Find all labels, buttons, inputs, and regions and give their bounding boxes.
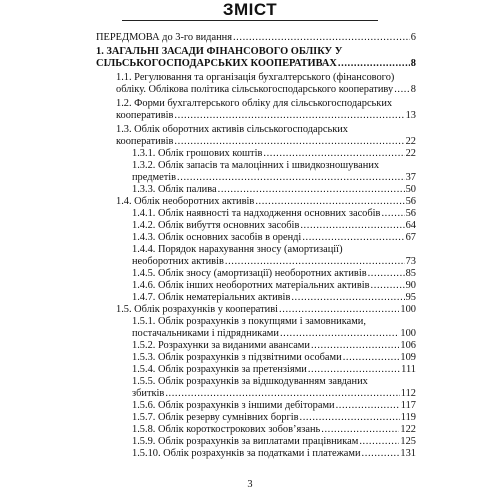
toc-entry-title: 1.4.7. Облік нематеріальних активів: [132, 292, 291, 303]
toc-entry-1-1-line1: 1.1. Регулювання та організація бухгалтерського (фінансового): [116, 72, 395, 83]
toc-entry-1-2: [116, 110, 416, 122]
leader-dots: [280, 328, 399, 340]
toc-entry-page: 100: [400, 304, 416, 315]
toc-entry-title: 1.4.1. Облік наявності та надходження основних засобів: [132, 208, 381, 219]
leader-dots: [381, 208, 404, 220]
toc-entry-title: 1.5.6. Облік розрахунків з іншими дебіторами: [132, 400, 335, 411]
toc-entry-1-5-6: [132, 400, 416, 412]
toc-entry-page: 90: [405, 280, 416, 291]
toc-entry-1-5-2: [132, 340, 416, 352]
toc-entry-title: обліку. Облікова політика сільськогосподарського кооперативу: [116, 84, 394, 95]
leader-dots: [177, 172, 405, 184]
toc-entry-1-5-1-line1: 1.5.1. Облік розрахунків з покупцями і замовниками,: [132, 316, 366, 327]
toc-entry-title: 1.3.1. Облік грошових коштів: [132, 148, 263, 159]
leader-dots: [321, 424, 399, 436]
toc-entry-title: 1.5.2. Розрахунки за виданими авансами: [132, 340, 310, 351]
toc-entry-page: 56: [405, 208, 416, 219]
toc-entry-title: 1.5.3. Облік розрахунків з підзвітними особами: [132, 352, 342, 363]
toc-entry-1-4-4-line1: 1.4.4. Порядок нарахування зносу (амортизації): [132, 244, 343, 255]
title-underline: [122, 20, 378, 21]
toc-entry-1-4-6: [132, 280, 416, 292]
toc-entry-1-5-9: [132, 436, 416, 448]
toc-entry-1-4-3: [132, 232, 416, 244]
toc-entry-1-5-10: [132, 448, 416, 460]
toc-entry-title: 1.5.4. Облік розрахунків за претензіями: [132, 364, 307, 375]
toc-entry-1-5-8: [132, 424, 416, 436]
toc-entry-page: 56: [405, 196, 416, 207]
toc-entry-1-5: [116, 304, 416, 316]
toc-entry-title: 1.3.3. Облік палива: [132, 184, 217, 195]
toc-entry-1-4-4: [132, 256, 416, 268]
leader-dots: [302, 232, 404, 244]
toc-entry-1-4-5: [132, 268, 416, 280]
leader-dots: [300, 412, 400, 424]
leader-dots: [308, 364, 400, 376]
toc-entry-page: 109: [400, 352, 416, 363]
leader-dots: [359, 436, 399, 448]
toc-entry-page: 67: [405, 232, 416, 243]
leader-dots: [336, 400, 400, 412]
toc-entry-page: 131: [400, 448, 416, 459]
toc-entry-title: 1.4.3. Облік основних засобів в оренді: [132, 232, 302, 243]
leader-dots: [394, 84, 410, 96]
toc-entry-page: 112: [400, 388, 416, 399]
leader-dots: [174, 136, 404, 148]
toc-entry-title: збитків: [132, 388, 165, 399]
toc-entry-1-2-line1: 1.2. Форми бухгалтерського обліку для сільськогосподарських: [116, 98, 393, 109]
leader-dots: [371, 280, 405, 292]
toc-entry-title: 1.4.6. Облік інших необоротних матеріальних активів: [132, 280, 370, 291]
toc-entry-title: ПЕРЕДМОВА до 3-го видання: [96, 32, 232, 43]
toc-entry-title: кооперативів: [116, 110, 174, 121]
leader-dots: [174, 110, 404, 122]
toc-entry-title: 1.5. Облік розрахунків у кооперативі: [116, 304, 279, 315]
leader-dots: [338, 58, 410, 70]
toc-entry-title: 1.4.2. Облік вибуття основних засобів: [132, 220, 300, 231]
toc-entry-page: 106: [400, 340, 416, 351]
leader-dots: [300, 220, 404, 232]
toc-entry-1-3-2: [132, 172, 416, 184]
toc-entry-1-5-5: [132, 388, 416, 400]
toc-entry-title: СІЛЬСЬКОГОСПОДАРСЬКИХ КООПЕРАТИВАХ: [96, 58, 337, 69]
toc-entry-page: 119: [400, 412, 416, 423]
toc-entry-title: 1.4. Облік необоротних активів: [116, 196, 255, 207]
toc-entry-1-5-4: [132, 364, 416, 376]
leader-dots: [311, 340, 399, 352]
toc-entry-page: 22: [405, 148, 416, 159]
toc-entry-page: 50: [405, 184, 416, 195]
leader-dots: [368, 268, 405, 280]
page-number: 3: [247, 479, 253, 490]
toc-entry-title: 1.5.10. Облік розрахунків за податками і платежами: [132, 448, 361, 459]
toc-entry-page: 100: [400, 328, 416, 339]
page-title: ЗМІСТ: [222, 0, 278, 19]
toc-entry-page: 125: [400, 436, 416, 447]
toc-entry-page: 73: [405, 256, 416, 267]
toc-entry-title: кооперативів: [116, 136, 174, 147]
toc-entry-1-3: [116, 136, 416, 148]
toc-entry-1-3-1: [132, 148, 416, 160]
toc-entry-1-5-1: [132, 328, 416, 340]
toc-entry-title: постачальниками і підрядниками: [132, 328, 279, 339]
toc-entry-title: необоротних активів: [132, 256, 224, 267]
leader-dots: [279, 304, 399, 316]
leader-dots: [343, 352, 400, 364]
toc-entry-page: 95: [405, 292, 416, 303]
toc-entry-1-5-7: [132, 412, 416, 424]
toc-entry-page: 6: [410, 32, 416, 43]
toc-entry-page: 37: [405, 172, 416, 183]
toc-entry-section-1: [96, 58, 416, 70]
toc-entry-1-3-2-line1: 1.3.2. Облік запасів та малоцінних і швидкозношуваних: [132, 160, 380, 171]
toc-entry-title: 1.4.5. Облік зносу (амортизації) необоротних активів: [132, 268, 367, 279]
toc-entry-title: 1.5.8. Облік короткострокових зобов’язань: [132, 424, 321, 435]
leader-dots: [225, 256, 405, 268]
toc-entry-page: 111: [401, 364, 416, 375]
leader-dots: [165, 388, 399, 400]
toc-entry-page: 13: [405, 110, 416, 121]
toc-entry-section-1-line1: 1. ЗАГАЛЬНІ ЗАСАДИ ФІНАНСОВОГО ОБЛІКУ У: [96, 46, 343, 57]
toc-entry-1-5-5-line1: 1.5.5. Облік розрахунків за відшкодуванням завданих: [132, 376, 368, 387]
toc-entry-page: 22: [405, 136, 416, 147]
toc-entry-page: 85: [405, 268, 416, 279]
toc-entry-title: предметів: [132, 172, 177, 183]
leader-dots: [291, 292, 404, 304]
leader-dots: [362, 448, 400, 460]
leader-dots: [233, 32, 410, 44]
toc-entry-1-3-line1: 1.3. Облік оборотних активів сільськогосподарських: [116, 124, 349, 135]
toc-entry-1-1: [116, 84, 416, 96]
toc-entry-page: 117: [400, 400, 416, 411]
toc-entry-1-3-3: [132, 184, 416, 196]
leader-dots: [263, 148, 404, 160]
toc-entry-1-4-2: [132, 220, 416, 232]
toc-entry-1-4-1: [132, 208, 416, 220]
toc-entry-page: 122: [400, 424, 416, 435]
toc-entry-1-4-7: [132, 292, 416, 304]
toc-entry-1-4: [116, 196, 416, 208]
toc-entry-title: 1.5.9. Облік розрахунків за виплатами працівникам: [132, 436, 359, 447]
toc-entry-foreword: [96, 32, 416, 44]
toc-entry-page: 64: [405, 220, 416, 231]
leader-dots: [218, 184, 405, 196]
leader-dots: [255, 196, 404, 208]
toc-entry-page: 8: [410, 58, 416, 69]
toc-entry-page: 8: [410, 84, 416, 95]
toc-entry-title: 1.5.7. Облік резерву сумнівних боргів: [132, 412, 299, 423]
toc-entry-1-5-3: [132, 352, 416, 364]
